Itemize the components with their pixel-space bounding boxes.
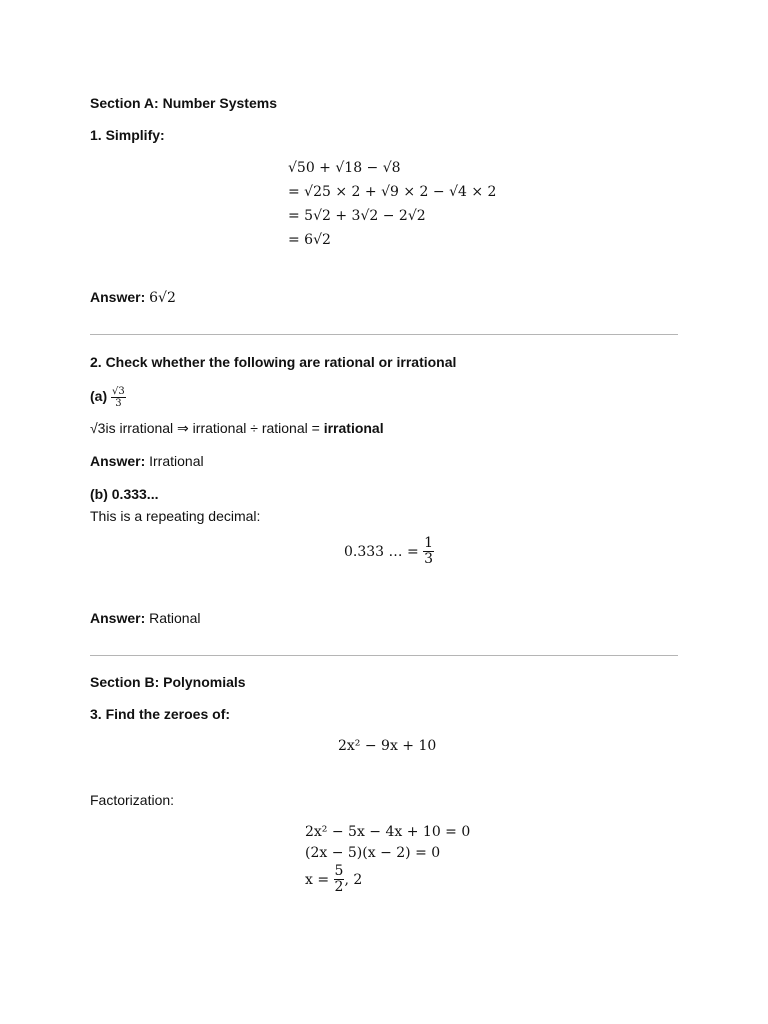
- q2a-frac-num: √3: [112, 386, 125, 397]
- q2-label: 2. Check whether the following are rational or irrational: [90, 354, 457, 370]
- q1-step-4: = 6√2: [288, 232, 331, 248]
- q2a-fraction: [111, 386, 126, 409]
- divider: [90, 655, 678, 656]
- q2a-label: (a): [90, 388, 108, 405]
- q1-answer-label: Answer:: [90, 289, 146, 305]
- q2b-frac-num: 1: [424, 535, 434, 551]
- q2a-answer-value: Irrational: [149, 453, 204, 469]
- q2b-text: This is a repeating decimal:: [90, 508, 261, 524]
- q2a-reason-text: √3is irrational ⇒ irrational ÷ rational =: [90, 420, 324, 436]
- q3-final: [305, 864, 362, 896]
- section-a-title: Section A: Number Systems: [90, 95, 277, 111]
- q3-final-fraction: [334, 864, 345, 896]
- q1-answer: [90, 289, 176, 306]
- q2b-answer-value: Rational: [149, 610, 201, 626]
- q2b-equation: [344, 536, 434, 568]
- q3-factor-label: Factorization:: [90, 792, 175, 808]
- q2a-reason-bold: irrational: [323, 420, 384, 436]
- q3-final-frac-den: 2: [334, 879, 344, 896]
- q2a-heading: [90, 386, 126, 409]
- q3-expression: 2x² − 9x + 10: [338, 738, 437, 754]
- q3-label: 3. Find the zeroes of:: [90, 706, 231, 722]
- q3-step-1: 2x² − 5x − 4x + 10 = 0: [305, 824, 471, 840]
- q1-step-1: √50 + √18 − √8: [288, 160, 401, 176]
- q2a-reason: [90, 420, 384, 437]
- q2a-answer: [90, 453, 204, 469]
- q1-answer-value: 6√2: [149, 290, 176, 306]
- q2b-label: (b) 0.333...: [90, 486, 159, 502]
- q1-step-2: = √25 × 2 + √9 × 2 − √4 × 2: [288, 184, 497, 200]
- q2a-frac-den: 3: [115, 398, 122, 409]
- q3-final-lhs: x =: [305, 871, 330, 888]
- section-b-title: Section B: Polynomials: [90, 674, 246, 690]
- q1-label: 1. Simplify:: [90, 127, 165, 143]
- q2b-fraction: [423, 536, 434, 568]
- q2b-eq-lhs: 0.333 … =: [344, 543, 419, 560]
- q2a-answer-label: Answer:: [90, 453, 146, 469]
- q3-final-frac-num: 5: [334, 863, 344, 879]
- q2b-frac-den: 3: [424, 551, 434, 568]
- divider: [90, 334, 678, 335]
- q2b-answer: [90, 610, 201, 626]
- q3-final-rest: , 2: [344, 871, 363, 888]
- q3-step-2: (2x − 5)(x − 2) = 0: [305, 845, 441, 861]
- q2b-answer-label: Answer:: [90, 610, 146, 626]
- q1-step-3: = 5√2 + 3√2 − 2√2: [288, 208, 426, 224]
